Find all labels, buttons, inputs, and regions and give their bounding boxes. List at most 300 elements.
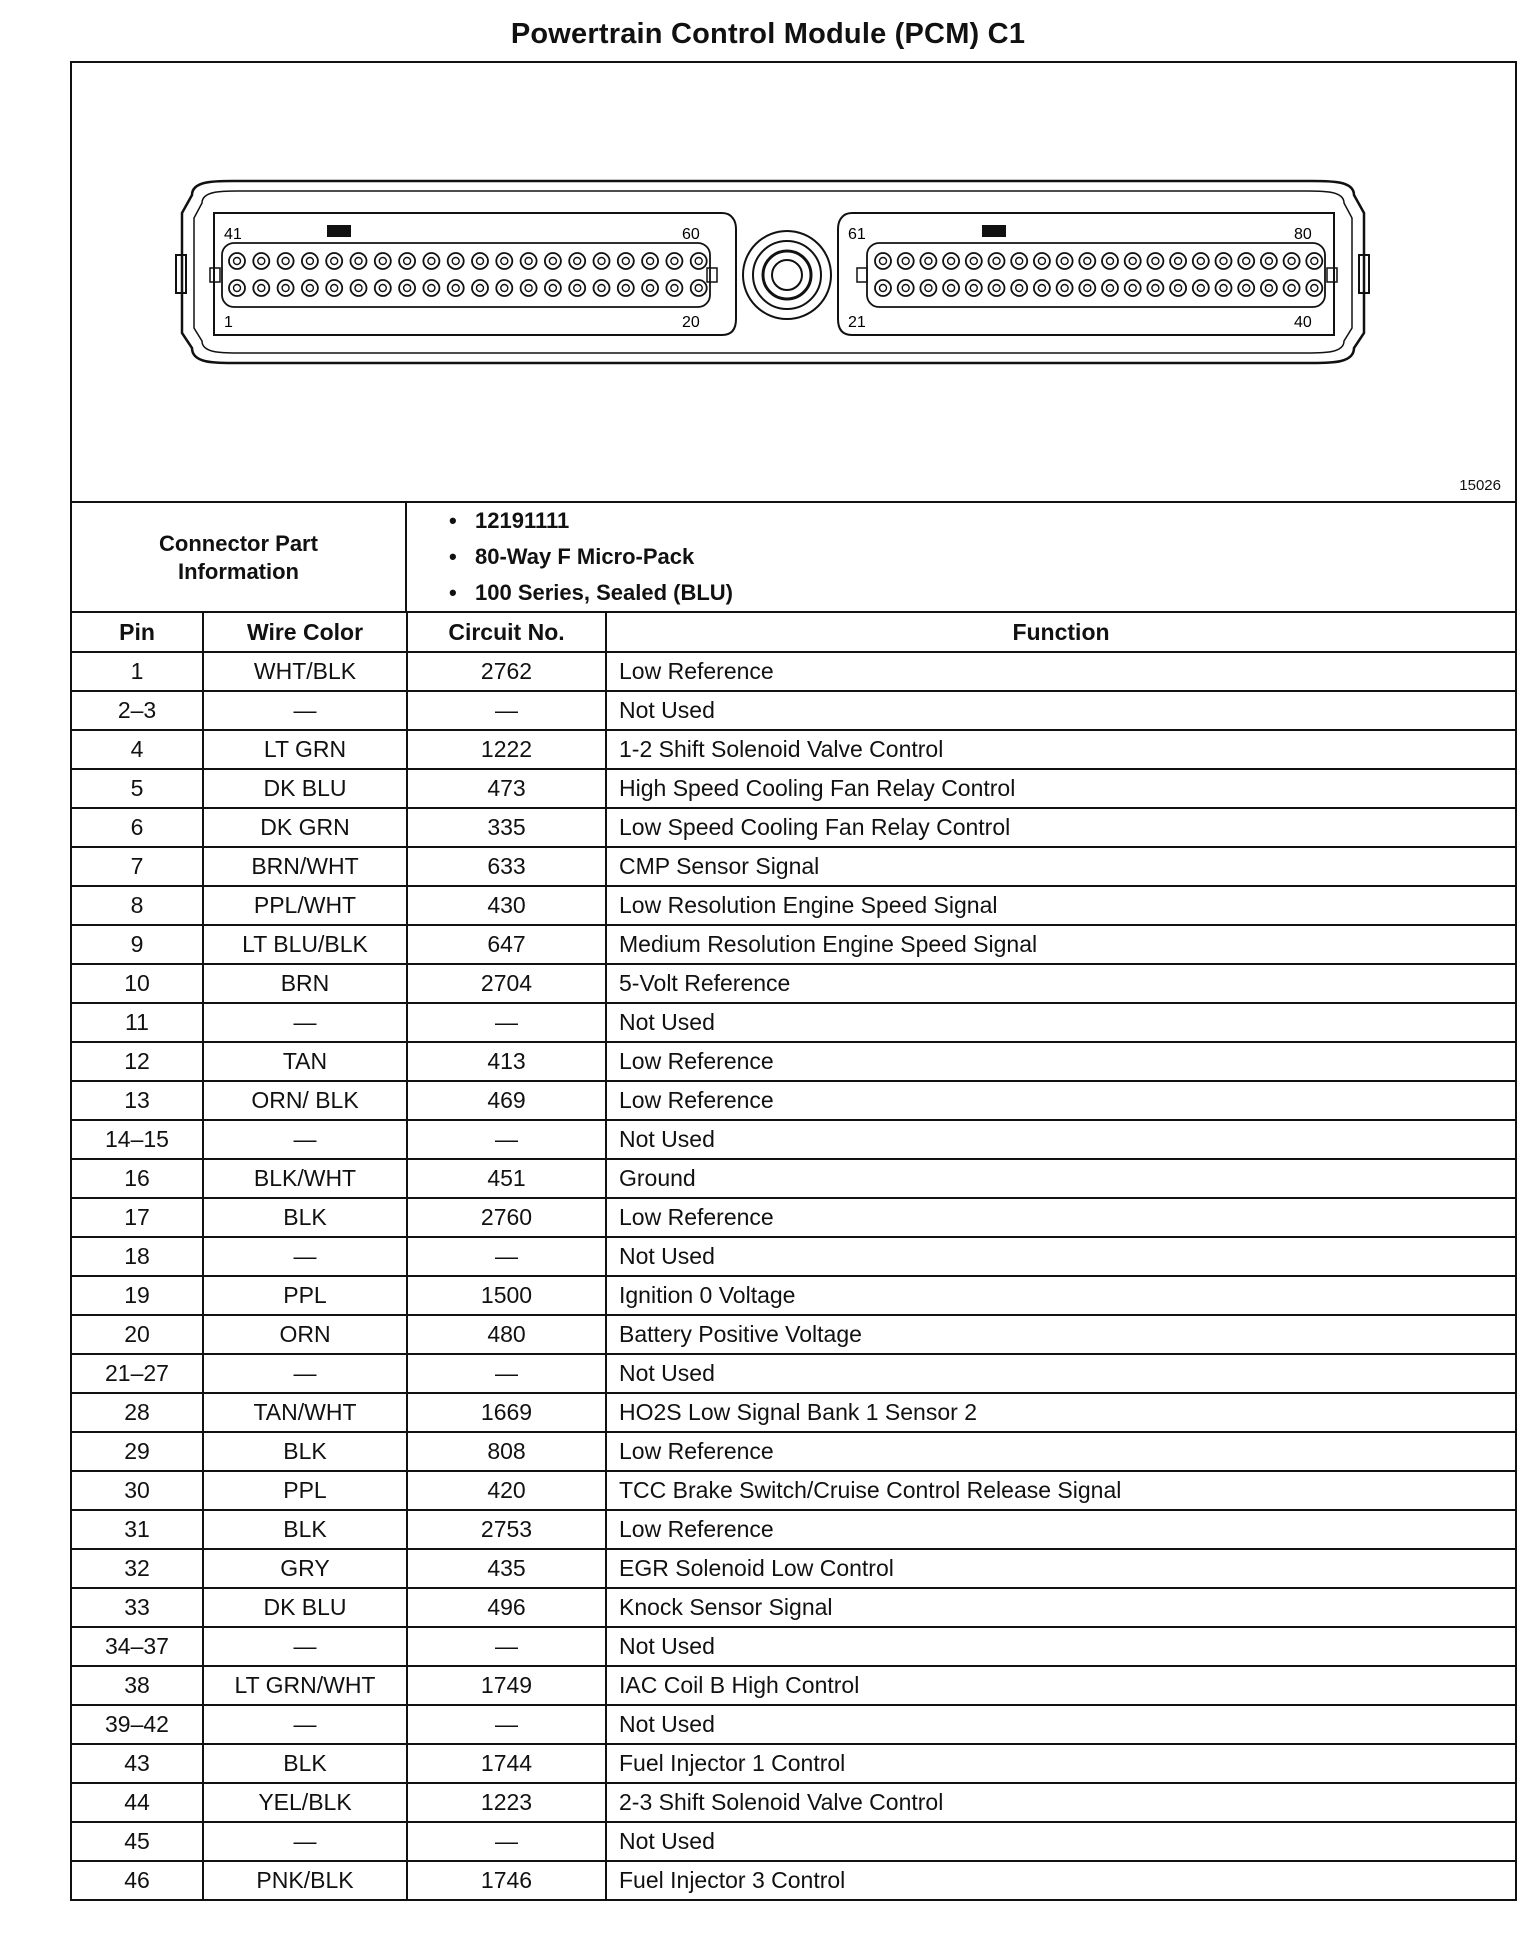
pin-contact <box>1061 258 1068 265</box>
pin-contact <box>428 285 435 292</box>
pin-cavity <box>966 280 982 296</box>
pin-cavity <box>618 280 634 296</box>
pin-cavity <box>691 253 707 269</box>
page-title: Powertrain Control Module (PCM) C1 <box>510 18 1026 50</box>
pin-contact <box>1243 285 1250 292</box>
pin-cavity <box>326 280 342 296</box>
pin-cavity <box>1147 253 1163 269</box>
pin-contact <box>428 258 435 265</box>
wire-color-cell: DK BLU <box>203 769 407 808</box>
pin-contact <box>1288 258 1295 265</box>
circuit-cell: 1223 <box>407 1783 606 1822</box>
wire-color-cell: ORN <box>203 1315 407 1354</box>
pin-contact <box>1129 285 1136 292</box>
pin-cavity <box>545 280 561 296</box>
table-row <box>72 1432 1515 1471</box>
wire-color-cell: DK GRN <box>203 808 407 847</box>
right-block-key <box>1327 268 1337 282</box>
table-row <box>72 1081 1515 1120</box>
pin-cavity <box>1284 253 1300 269</box>
pin-cell: 17 <box>72 1198 203 1237</box>
pin-cell: 9 <box>72 925 203 964</box>
pin-contact <box>970 285 977 292</box>
pin-contact <box>525 258 532 265</box>
pin-cavity <box>496 280 512 296</box>
table-row <box>72 1354 1515 1393</box>
pin-contact <box>355 285 362 292</box>
pin-contact <box>501 285 508 292</box>
circuit-cell: — <box>407 1822 606 1861</box>
pin-cavity <box>521 280 537 296</box>
pin-contact <box>671 285 678 292</box>
circuit-cell: 1500 <box>407 1276 606 1315</box>
table-row <box>72 1549 1515 1588</box>
pin-cell: 11 <box>72 1003 203 1042</box>
table-row <box>72 1315 1515 1354</box>
circuit-cell: — <box>407 1120 606 1159</box>
pin-contact <box>452 258 459 265</box>
pin-cavity <box>943 280 959 296</box>
function-cell: TCC Brake Switch/Cruise Control Release Signal <box>606 1471 1515 1510</box>
wire-color-cell: LT GRN/WHT <box>203 1666 407 1705</box>
pin-contact <box>1129 258 1136 265</box>
circuit-cell: 2704 <box>407 964 606 1003</box>
pin-cell: 16 <box>72 1159 203 1198</box>
pin-contact <box>1038 285 1045 292</box>
table-row <box>72 1744 1515 1783</box>
pin-cavity <box>229 280 245 296</box>
circuit-cell: 451 <box>407 1159 606 1198</box>
table-row <box>72 1003 1515 1042</box>
pin-contact <box>1061 285 1068 292</box>
circuit-cell: 1746 <box>407 1861 606 1900</box>
function-cell: High Speed Cooling Fan Relay Control <box>606 769 1515 808</box>
pin-contact <box>1016 258 1023 265</box>
table-row <box>72 808 1515 847</box>
right-lock-tab <box>982 225 1006 237</box>
pin-contact <box>1265 285 1272 292</box>
pin-cavity <box>1102 253 1118 269</box>
left-pin-block <box>214 213 736 335</box>
table-row <box>72 1510 1515 1549</box>
label-60: 60 <box>682 226 700 243</box>
table-row <box>72 1627 1515 1666</box>
header-wire-color: Wire Color <box>203 612 407 652</box>
wire-color-cell: BLK <box>203 1432 407 1471</box>
wire-color-cell: — <box>203 1627 407 1666</box>
circuit-cell: — <box>407 1627 606 1666</box>
pin-cavity <box>351 253 367 269</box>
function-cell: Not Used <box>606 1354 1515 1393</box>
function-cell: Not Used <box>606 1627 1515 1666</box>
circuit-cell: 473 <box>407 769 606 808</box>
pin-contact <box>1288 285 1295 292</box>
pin-cell: 29 <box>72 1432 203 1471</box>
table-row <box>72 847 1515 886</box>
pin-contact <box>695 258 702 265</box>
function-cell: Low Resolution Engine Speed Signal <box>606 886 1515 925</box>
pin-cell: 32 <box>72 1549 203 1588</box>
table-row <box>72 886 1515 925</box>
pin-cell: 31 <box>72 1510 203 1549</box>
pin-contact <box>306 258 313 265</box>
connector-part-info <box>72 501 1515 613</box>
pin-cavity <box>1057 280 1073 296</box>
circuit-cell: 435 <box>407 1549 606 1588</box>
pin-cavity <box>278 253 294 269</box>
pin-cavity <box>920 253 936 269</box>
pin-cavity <box>1011 253 1027 269</box>
pin-contact <box>331 258 338 265</box>
function-cell: Not Used <box>606 1705 1515 1744</box>
label-41: 41 <box>224 226 242 243</box>
pin-cavity <box>594 280 610 296</box>
pin-contact <box>549 258 556 265</box>
pin-contact <box>525 285 532 292</box>
function-cell: HO2S Low Signal Bank 1 Sensor 2 <box>606 1393 1515 1432</box>
pin-cavity <box>594 253 610 269</box>
pin-cavity <box>326 253 342 269</box>
function-cell: Low Speed Cooling Fan Relay Control <box>606 808 1515 847</box>
function-cell: Not Used <box>606 691 1515 730</box>
table-row <box>72 1159 1515 1198</box>
function-cell: Knock Sensor Signal <box>606 1588 1515 1627</box>
function-cell: Not Used <box>606 1003 1515 1042</box>
pin-cavity <box>1193 280 1209 296</box>
pin-cavity <box>1193 253 1209 269</box>
right-pin-cavity-frame <box>867 243 1325 307</box>
pin-contact <box>880 258 887 265</box>
table-row <box>72 730 1515 769</box>
pin-cell: 20 <box>72 1315 203 1354</box>
pin-cavity <box>351 280 367 296</box>
pin-contact <box>1197 285 1204 292</box>
pin-cell: 8 <box>72 886 203 925</box>
pin-cell: 44 <box>72 1783 203 1822</box>
pin-contact <box>477 258 484 265</box>
pin-cavity <box>399 253 415 269</box>
pin-cavity <box>618 253 634 269</box>
function-cell: Ignition 0 Voltage <box>606 1276 1515 1315</box>
pin-cell: 12 <box>72 1042 203 1081</box>
header-circuit-no: Circuit No. <box>407 612 606 652</box>
pin-cavity <box>448 253 464 269</box>
function-cell: CMP Sensor Signal <box>606 847 1515 886</box>
pin-cavity <box>666 280 682 296</box>
pin-cavity <box>642 253 658 269</box>
circuit-cell: 808 <box>407 1432 606 1471</box>
pin-contact <box>331 285 338 292</box>
wire-color-cell: LT BLU/BLK <box>203 925 407 964</box>
circuit-cell: 633 <box>407 847 606 886</box>
pin-cavity <box>569 280 585 296</box>
pin-contact <box>671 258 678 265</box>
pin-cell: 39–42 <box>72 1705 203 1744</box>
wire-color-cell: PPL <box>203 1471 407 1510</box>
function-cell: EGR Solenoid Low Control <box>606 1549 1515 1588</box>
pin-contact <box>598 258 605 265</box>
function-cell: IAC Coil B High Control <box>606 1666 1515 1705</box>
pin-contact <box>452 285 459 292</box>
pin-contact <box>647 258 654 265</box>
pin-cell: 13 <box>72 1081 203 1120</box>
wire-color-cell: BLK/WHT <box>203 1159 407 1198</box>
pin-cell: 34–37 <box>72 1627 203 1666</box>
pin-cavity <box>229 253 245 269</box>
wire-color-cell: — <box>203 691 407 730</box>
function-cell: Low Reference <box>606 652 1515 691</box>
label-1: 1 <box>224 314 233 331</box>
table-header-row <box>72 612 1515 652</box>
wire-color-cell: BRN/WHT <box>203 847 407 886</box>
pin-cavity <box>1170 280 1186 296</box>
pin-contact <box>574 258 581 265</box>
pin-contact <box>622 285 629 292</box>
label-21: 21 <box>848 314 866 331</box>
pin-cavity <box>875 280 891 296</box>
pin-contact <box>379 285 386 292</box>
circuit-cell: 1222 <box>407 730 606 769</box>
pin-cavity <box>302 253 318 269</box>
pin-contact <box>948 258 955 265</box>
pin-cavity <box>1034 280 1050 296</box>
pin-cavity <box>399 280 415 296</box>
table-row <box>72 691 1515 730</box>
label-61: 61 <box>848 226 866 243</box>
pin-contact <box>1220 285 1227 292</box>
pin-cavity <box>472 280 488 296</box>
pin-contact <box>477 285 484 292</box>
pin-contact <box>880 285 887 292</box>
pin-cavity <box>1079 253 1095 269</box>
wire-color-cell: BRN <box>203 964 407 1003</box>
pin-contact <box>258 285 265 292</box>
pin-cell: 46 <box>72 1861 203 1900</box>
wire-color-cell: — <box>203 1003 407 1042</box>
function-cell: Not Used <box>606 1120 1515 1159</box>
pin-cavity <box>448 280 464 296</box>
function-cell: Low Reference <box>606 1198 1515 1237</box>
pin-contact <box>379 258 386 265</box>
table-row <box>72 1237 1515 1276</box>
pin-cavity <box>898 253 914 269</box>
connector-figure <box>72 63 1515 501</box>
pin-cavity <box>666 253 682 269</box>
pin-cavity <box>375 253 391 269</box>
pin-cell: 30 <box>72 1471 203 1510</box>
pin-contact <box>695 285 702 292</box>
function-cell: Low Reference <box>606 1081 1515 1120</box>
pin-contact <box>993 285 1000 292</box>
circuit-cell: 413 <box>407 1042 606 1081</box>
wire-color-cell: YEL/BLK <box>203 1783 407 1822</box>
pin-contact <box>1084 258 1091 265</box>
pin-cavity <box>920 280 936 296</box>
pin-contact <box>1311 285 1318 292</box>
pin-cavity <box>253 253 269 269</box>
wire-color-cell: — <box>203 1705 407 1744</box>
function-cell: Not Used <box>606 1237 1515 1276</box>
pin-contact <box>1107 258 1114 265</box>
pin-contact <box>1220 258 1227 265</box>
function-cell: Ground <box>606 1159 1515 1198</box>
label-40: 40 <box>1294 314 1312 331</box>
connector-part-info-text: Connector Part Information <box>159 531 318 584</box>
pin-cavity <box>966 253 982 269</box>
right-pin-block <box>838 213 1334 335</box>
pin-cavity <box>1125 280 1141 296</box>
pin-cavity <box>545 253 561 269</box>
pin-contact <box>306 285 313 292</box>
pin-cell: 5 <box>72 769 203 808</box>
table-row <box>72 925 1515 964</box>
pin-contact <box>1175 285 1182 292</box>
pin-cavity <box>1147 280 1163 296</box>
pin-cavity <box>1238 280 1254 296</box>
circuit-cell: — <box>407 1237 606 1276</box>
right-inner-key <box>857 268 867 282</box>
table-row <box>72 964 1515 1003</box>
center-bolt-core <box>772 260 802 290</box>
circuit-cell: 2762 <box>407 652 606 691</box>
function-cell: Low Reference <box>606 1042 1515 1081</box>
pin-cell: 1 <box>72 652 203 691</box>
table-row <box>72 1822 1515 1861</box>
pin-cavity <box>253 280 269 296</box>
pin-cavity <box>1238 253 1254 269</box>
pin-cell: 21–27 <box>72 1354 203 1393</box>
circuit-cell: 647 <box>407 925 606 964</box>
wire-color-cell: WHT/BLK <box>203 652 407 691</box>
pin-contact <box>234 258 241 265</box>
pin-contact <box>622 258 629 265</box>
wire-color-cell: GRY <box>203 1549 407 1588</box>
pin-contact <box>282 285 289 292</box>
pin-contact <box>902 258 909 265</box>
circuit-cell: — <box>407 1003 606 1042</box>
circuit-cell: — <box>407 1705 606 1744</box>
center-bolt-ring-2 <box>763 251 811 299</box>
pin-cell: 19 <box>72 1276 203 1315</box>
figure-number: 15026 <box>1459 477 1501 494</box>
pin-cavity <box>1216 253 1232 269</box>
wire-color-cell: TAN <box>203 1042 407 1081</box>
part-number: • 12191111 <box>449 503 1513 539</box>
left-inner-key <box>707 268 717 282</box>
pin-cavity <box>1057 253 1073 269</box>
table-row <box>72 1042 1515 1081</box>
pin-cavity <box>1216 280 1232 296</box>
pin-cavity <box>569 253 585 269</box>
wire-color-cell: PPL <box>203 1276 407 1315</box>
pin-contact <box>1311 258 1318 265</box>
center-bolt-outer <box>743 231 831 319</box>
header-pin: Pin <box>72 612 203 652</box>
connector-series: • 100 Series, Sealed (BLU) <box>449 575 1513 611</box>
pin-contact <box>1243 258 1250 265</box>
pin-cell: 45 <box>72 1822 203 1861</box>
pin-contact <box>404 258 411 265</box>
table-row <box>72 769 1515 808</box>
pin-cavity <box>423 280 439 296</box>
table-row <box>72 1393 1515 1432</box>
pin-contact <box>549 285 556 292</box>
pin-cavity <box>1306 280 1322 296</box>
pin-cavity <box>1125 253 1141 269</box>
pin-cell: 4 <box>72 730 203 769</box>
pin-cavity <box>943 253 959 269</box>
wire-color-cell: PPL/WHT <box>203 886 407 925</box>
pin-contact <box>1038 258 1045 265</box>
table-row <box>72 1120 1515 1159</box>
table-row <box>72 1666 1515 1705</box>
pin-cavity <box>989 253 1005 269</box>
table-row <box>72 1588 1515 1627</box>
pin-cavity <box>1170 253 1186 269</box>
function-cell: Fuel Injector 1 Control <box>606 1744 1515 1783</box>
pin-cavity <box>875 253 891 269</box>
pin-contact <box>948 285 955 292</box>
pin-contact <box>234 285 241 292</box>
right-pin-rows <box>875 253 1322 296</box>
pin-contact <box>925 285 932 292</box>
function-cell: 1-2 Shift Solenoid Valve Control <box>606 730 1515 769</box>
circuit-cell: 469 <box>407 1081 606 1120</box>
pin-contact <box>902 285 909 292</box>
circuit-cell: 496 <box>407 1588 606 1627</box>
function-cell: Low Reference <box>606 1432 1515 1471</box>
label-20: 20 <box>682 314 700 331</box>
pin-contact <box>501 258 508 265</box>
table-row <box>72 1276 1515 1315</box>
table-row <box>72 1198 1515 1237</box>
function-cell: Medium Resolution Engine Speed Signal <box>606 925 1515 964</box>
pin-cavity <box>1102 280 1118 296</box>
pin-contact <box>1084 285 1091 292</box>
pin-contact <box>355 258 362 265</box>
connector-drawing <box>72 63 1515 501</box>
circuit-cell: 430 <box>407 886 606 925</box>
pin-contact <box>1265 258 1272 265</box>
left-pin-cavity-frame <box>222 243 710 307</box>
table-body <box>72 652 1515 1900</box>
pin-contact <box>1197 258 1204 265</box>
connector-type: • 80-Way F Micro-Pack <box>449 539 1513 575</box>
pin-cavity <box>278 280 294 296</box>
pin-cavity <box>1011 280 1027 296</box>
wire-color-cell: — <box>203 1354 407 1393</box>
pin-contact <box>1175 258 1182 265</box>
function-cell: 2-3 Shift Solenoid Valve Control <box>606 1783 1515 1822</box>
pin-cell: 2–3 <box>72 691 203 730</box>
function-cell: Battery Positive Voltage <box>606 1315 1515 1354</box>
left-pin-rows <box>229 253 707 296</box>
pin-contact <box>993 258 1000 265</box>
function-cell: Low Reference <box>606 1510 1515 1549</box>
wire-color-cell: DK BLU <box>203 1588 407 1627</box>
header-function: Function <box>606 612 1515 652</box>
pin-contact <box>925 258 932 265</box>
pin-cell: 7 <box>72 847 203 886</box>
pin-cell: 43 <box>72 1744 203 1783</box>
wire-color-cell: ORN/ BLK <box>203 1081 407 1120</box>
pin-contact <box>970 258 977 265</box>
wire-color-cell: BLK <box>203 1744 407 1783</box>
circuit-cell: 335 <box>407 808 606 847</box>
document-frame <box>70 61 1517 1901</box>
circuit-cell: 1749 <box>407 1666 606 1705</box>
wire-color-cell: LT GRN <box>203 730 407 769</box>
